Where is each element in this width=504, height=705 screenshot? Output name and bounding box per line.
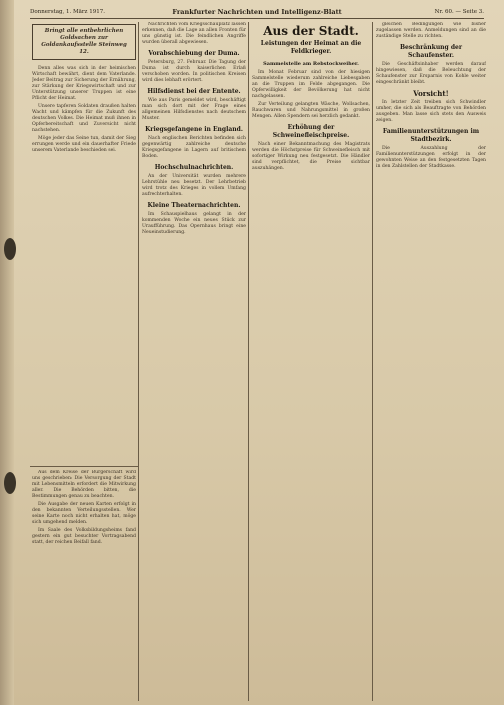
- article-subheading: Leistungen der Heimat an die Feldkrieger.: [260, 40, 362, 55]
- page-number: Nr. 60. — Seite 3.: [434, 9, 484, 15]
- gold-notice-box: Bringt alle entbehrlichen Goldsachen zur Goldankaufsstelle Steinweg 12.: [32, 24, 136, 60]
- issue-date: Donnerstag, 1. März 1917.: [30, 9, 105, 15]
- masthead-rule: [30, 18, 484, 19]
- article-note: Sammelstelle am Rebstockweiher.: [263, 61, 359, 67]
- column-2: [142, 22, 246, 702]
- article-heading: Vorsicht!: [413, 89, 449, 98]
- article-paragraph: Möge jeder das Seine tun, damit der Sieg errungen werde und ein dauerhafter Friede unserem Vaterlande beschieden sei.: [32, 136, 136, 153]
- article-paragraph: Petersburg, 27. Februar. Die Tagung der Duma ist durch kaiserlichen Erlaß verschoben worden. In politischen Kreisen wird dies lebhaft erörtert.: [142, 60, 246, 83]
- section-headline: Aus der Stadt.: [263, 24, 359, 38]
- column-divider: [248, 22, 249, 701]
- article-paragraph: Im Saale des Volksbildungsheims fand gestern ein gut besuchter Vortragsabend statt, der reichen Beifall fand.: [32, 528, 136, 545]
- article-paragraph: Denn alles was sich in der heimischen Wirtschaft bewährt, dient dem Vaterlande. Jeder Beitrag zur Sicherung der Ernährung, zur Stärkung der Kriegswirtschaft und zur Unterstützung unserer Truppen ist eine Pflicht der Heimat.: [32, 66, 136, 101]
- article-paragraph: Die Geschäftsinhaber werden darauf hingewiesen, daß die Beleuchtung der Schaufenster zur Ersparnis von Kohle weiter eingeschränkt bleibt.: [376, 62, 486, 85]
- article-paragraph: Nach englischen Berichten befinden sich gegenwärtig zahlreiche deutsche Kriegsgefangene in Lagern auf britischem Boden.: [142, 136, 246, 159]
- article-heading: Beschränkung der Schaufenster.: [399, 44, 463, 59]
- article-paragraph: Wie aus Paris gemeldet wird, beschäftigt man sich dort mit der Frage eines allgemeinen Hilfsdienstes nach deutschem Muster.: [142, 98, 246, 121]
- article-paragraph: Im Schauspielhaus gelangt in der kommenden Woche ein neues Stück zur Uraufführung. Das Opernhaus bringt eine Neueinstudierung.: [142, 212, 246, 235]
- article-paragraph: Zur Verteilung gelangten Wäsche, Wollsachen, Rauchwaren und Nahrungsmittel in großen Mengen. Allen Spendern sei herzlich gedankt.: [252, 102, 370, 119]
- page-edge: [0, 0, 14, 705]
- article-heading: Hilfsdienst bei der Entente.: [147, 88, 241, 95]
- section-divider: [30, 466, 138, 467]
- article-paragraph: Aus dem Kreise der Bürgerschaft wird uns geschrieben: Die Versorgung der Stadt mit Lebensmitteln erfordert die Mitwirkung aller. Die Behörden bitten, die Bestimmungen genau zu beachten.: [32, 470, 136, 499]
- article-paragraph: Nachrichten vom Kriegsschauplatz lassen erkennen, daß die Lage an allen Fronten für uns günstig ist. Die feindlichen Angriffe wurden überall abgewiesen.: [142, 22, 246, 45]
- article-paragraph: gleichen Bedingungen wie bisher zugelassen werden. Anmeldungen sind an die zuständige Stelle zu richten.: [376, 22, 486, 39]
- article-paragraph: Die Ausgabe der neuen Karten erfolgt in den bekannten Verteilungsstellen. Wer seine Karte noch nicht erhalten hat, möge sich umgehend melden.: [32, 502, 136, 525]
- article-heading: Kriegsgefangene in England.: [145, 126, 243, 133]
- masthead: [30, 7, 484, 17]
- punch-hole: [4, 472, 16, 494]
- article-paragraph: In letzter Zeit treiben sich Schwindler umher, die sich als Beauftragte von Behörden ausgeben. Man lasse sich stets den Ausweis zeigen.: [376, 100, 486, 123]
- article-heading: Familienunterstützungen im Stadtbezirk.: [382, 128, 480, 143]
- article-heading: Vorabschiebung der Duma.: [148, 50, 240, 57]
- column-divider: [372, 22, 373, 701]
- newspaper-title: Frankfurter Nachrichten und Intelligenz-Blatt: [172, 8, 342, 16]
- column-4: [376, 22, 486, 702]
- column-1: [32, 22, 136, 462]
- column-1-lower: [32, 470, 136, 702]
- article-paragraph: Unsere tapferen Soldaten draußen halten Wacht und kämpfen für die Zukunft des deutschen Volkes. Die Heimat muß ihnen in Opferbereitschaft und Zuversicht nicht nachstehen.: [32, 104, 136, 133]
- article-heading: Erhöhung der Schweinefleischpreise.: [272, 124, 350, 139]
- article-paragraph: Die Auszahlung der Familienunterstützungen erfolgt in der gewohnten Weise an den festgesetzten Tagen in den Zahlstellen der Stadtkasse.: [376, 146, 486, 169]
- article-paragraph: Im Monat Februar sind von der hiesigen Sammelstelle wiederum zahlreiche Liebesgaben an die Truppen im Felde abgegangen. Die Opferwilligkeit der Bevölkerung hat nicht nachgelassen.: [252, 70, 370, 99]
- column-divider: [138, 22, 139, 701]
- article-heading: Kleine Theaternachrichten.: [147, 202, 241, 209]
- article-paragraph: An der Universität wurden mehrere Lehrstühle neu besetzt. Der Lehrbetrieb wird trotz des Krieges in vollem Umfang aufrechterhalten.: [142, 174, 246, 197]
- punch-hole: [4, 238, 16, 260]
- article-paragraph: Nach einer Bekanntmachung des Magistrats werden die Höchstpreise für Schweinefleisch mit sofortiger Wirkung neu festgesetzt. Die Händler sind verpflichtet, die Preise sichtbar auszuhängen.: [252, 142, 370, 171]
- article-heading: Hochschulnachrichten.: [154, 164, 234, 171]
- column-3: [252, 22, 370, 702]
